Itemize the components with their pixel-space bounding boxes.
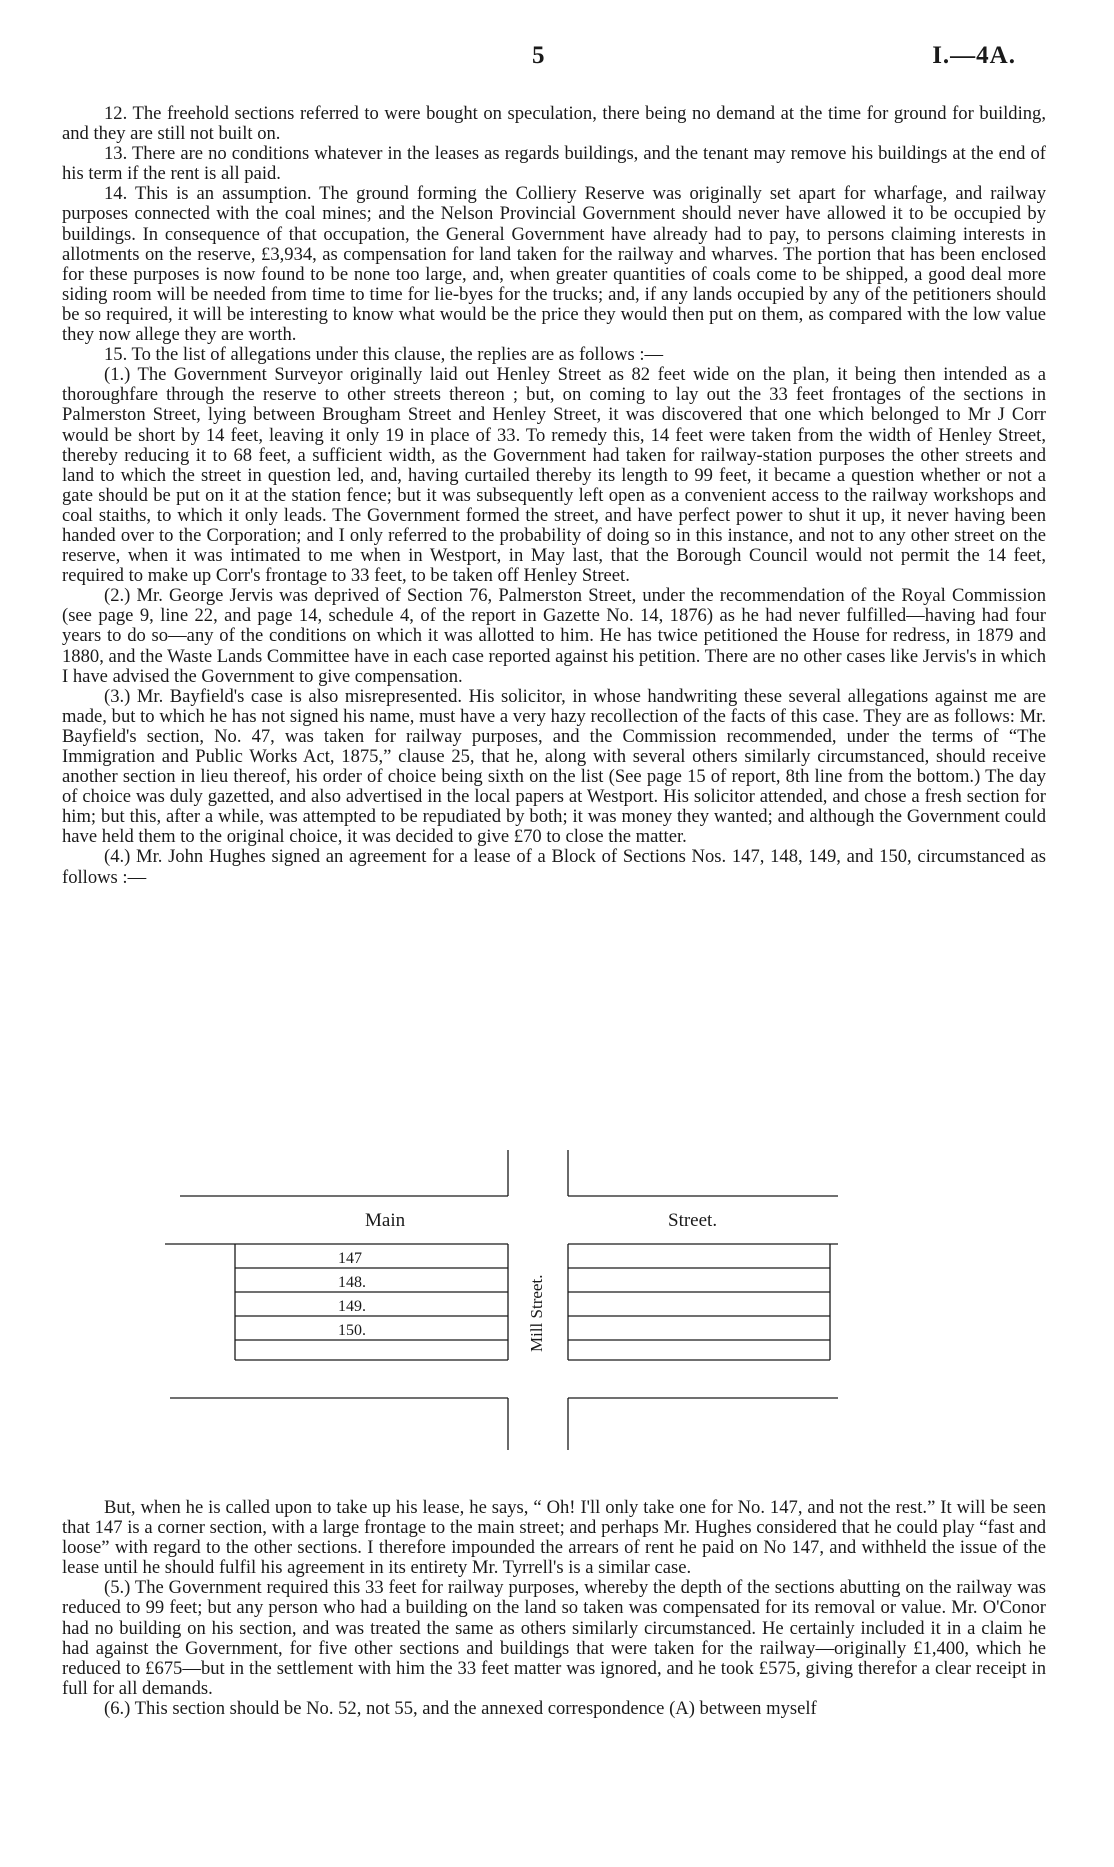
document-reference: I.—4A. <box>932 42 1016 69</box>
paragraph-15: 15. To the list of allegations under this clause, the replies are as follows :— <box>104 344 664 366</box>
page-number: 5 <box>532 42 545 69</box>
paragraph-15-6: (6.) This section should be No. 52, not 55, and the annexed correspondence (A) between myself <box>104 1697 817 1719</box>
paragraph-15-2: (2.) Mr. George Jervis was deprived of Section 76, Palmerston Street, under the recommendation of the Royal Commission (see page 9, line 22, and page 14, schedule 4, of the report in Gazette No. 14, 1876) as he had never fulfilled—having had four years to do so—any of the conditions on which it was allotted to him. He has twice petitioned the House for redress, in 1879 and 1880, and the Waste Lands Committee have in each case reported against his petition. There are no other cases like Jervis's in which I have advised the Government to give compensation. <box>62 585 1046 687</box>
page-header <box>0 42 1114 76</box>
paragraph-15-1: (1.) The Government Surveyor originally laid out Henley Street as 82 feet wide on the plan, it being then intended as a thoroughfare through the reserve to other streets thereon ; but, on coming to lay out the 33 feet frontages of the sections in Palmerston Street, lying between Brougham Street and Henley Street, it was discovered that one which belonged to Mr J Corr would be short by 14 feet, leaving it only 19 in place of 33. To remedy this, 14 feet were taken from the width of Henley Street, thereby reducing it to 68 feet, a sufficient width, as the Government had taken for railway-station purposes the other streets and land to which the street in question led, and, having curtailed thereby its length to 99 feet, it became a question whether or not a gate should be put on it at the station fence; but it was subsequently left open as a convenient access to the railway workshops and coal staiths, to which it only leads. The Government formed the street, and have perfect power to shut it up, it never having been handed over to the Corporation; and I only referred to the probability of doing so in this instance, and not to any other street on the reserve, when it was intimated to me when in Westport, in May last, that the Borough Council would not permit the 14 feet, required to make up Corr's frontage to 33 feet, to be taken off Henley Street. <box>62 364 1046 587</box>
section-148-label: 148. <box>338 1274 366 1291</box>
sections-plan-svg <box>0 1140 1114 1480</box>
section-150-label: 150. <box>338 1322 366 1339</box>
paragraph-hughes-continued: But, when he is called upon to take up his lease, he says, “ Oh! I'll only take one for No. 147, and not the rest.” It will be seen that 147 is a corner section, with a large frontage to the main street; and perhaps Mr. Hughes considered that he could play “fast and loose” with regard to the other sections. I therefore impounded the arrears of rent he paid on No 147, and withheld the issue of the lease until he should fulfil his agreement in its entirety Mr. Tyrrell's is a similar case. <box>62 1497 1046 1579</box>
section-149-label: 149. <box>338 1298 366 1315</box>
street-label: Street. <box>668 1210 718 1231</box>
mill-street-label: Mill Street. <box>527 1274 546 1352</box>
body-text-bottom <box>62 1498 1046 1719</box>
body-text-top <box>62 104 1046 888</box>
paragraph-12: 12. The freehold sections referred to were bought on speculation, there being no demand at the time for ground for building, and they are still not built on. <box>62 103 1046 145</box>
paragraph-14: 14. This is an assumption. The ground forming the Colliery Reserve was originally set apart for wharfage, and railway purposes connected with the coal mines; and the Nelson Provincial Government should never have allowed it to be occupied by buildings. In consequence of that occupation, the General Government have already had to pay, to persons claiming interests in allotments on the reserve, £3,934, as compensation for land taken for the railway and wharves. The portion that has been enclosed for these purposes is now found to be none too large, and, when greater quantities of coals come to be shipped, a good deal more siding room will be needed from time to time for lie-byes for the trucks; and, if any lands occupied by any of the petitioners should be so required, it will be interesting to know what would be the price they would then put on them, as compared with the low value they now allege they are worth. <box>62 183 1046 346</box>
paragraph-13: 13. There are no conditions whatever in the leases as regards buildings, and the tenant may remove his buildings at the end of his term if the rent is all paid. <box>62 143 1046 185</box>
sections-diagram <box>0 1140 1114 1480</box>
paragraph-15-5: (5.) The Government required this 33 feet for railway purposes, whereby the depth of the sections abutting on the railway was reduced to 99 feet; but any person who had a building on the land so taken was compensated for its removal or value. Mr. O'Conor had no building on his section, and was treated the same as others similarly circumstanced. He certainly included it in a claim he had against the Government, for five other sections and buildings that were taken for the railway—originally £1,400, which he reduced to £675—but in the settlement with him the 33 feet matter was ignored, and he took £575, giving therefor a clear receipt in full for all demands. <box>62 1577 1046 1699</box>
main-street-label: Main <box>365 1210 406 1231</box>
section-147-label: 147 <box>338 1250 362 1267</box>
paragraph-15-4: (4.) Mr. John Hughes signed an agreement for a lease of a Block of Sections Nos. 147, 148, 149, and 150, circumstanced as follows :— <box>62 846 1046 888</box>
paragraph-15-3: (3.) Mr. Bayfield's case is also misrepresented. His solicitor, in whose handwriting these several allegations against me are made, but to which he has not signed his name, must have a very hazy recollection of the facts of this case. They are as follows: Mr. Bayfield's section, No. 47, was taken for railway purposes, and the Commission recommended, under the terms of “The Immigration and Public Works Act, 1875,” clause 25, that he, along with several others similarly circumstanced, should receive another section in lieu thereof, his order of choice being sixth on the list (See page 15 of report, 8th line from the bottom.) The day of choice was duly gazetted, and also advertised in the local papers at Westport. His solicitor attended, and chose a fresh section for him; but this, after a while, was attempted to be repudiated by both; it was money they wanted; and although the Government could have held them to the original choice, it was decided to give £70 to close the matter. <box>62 685 1046 848</box>
